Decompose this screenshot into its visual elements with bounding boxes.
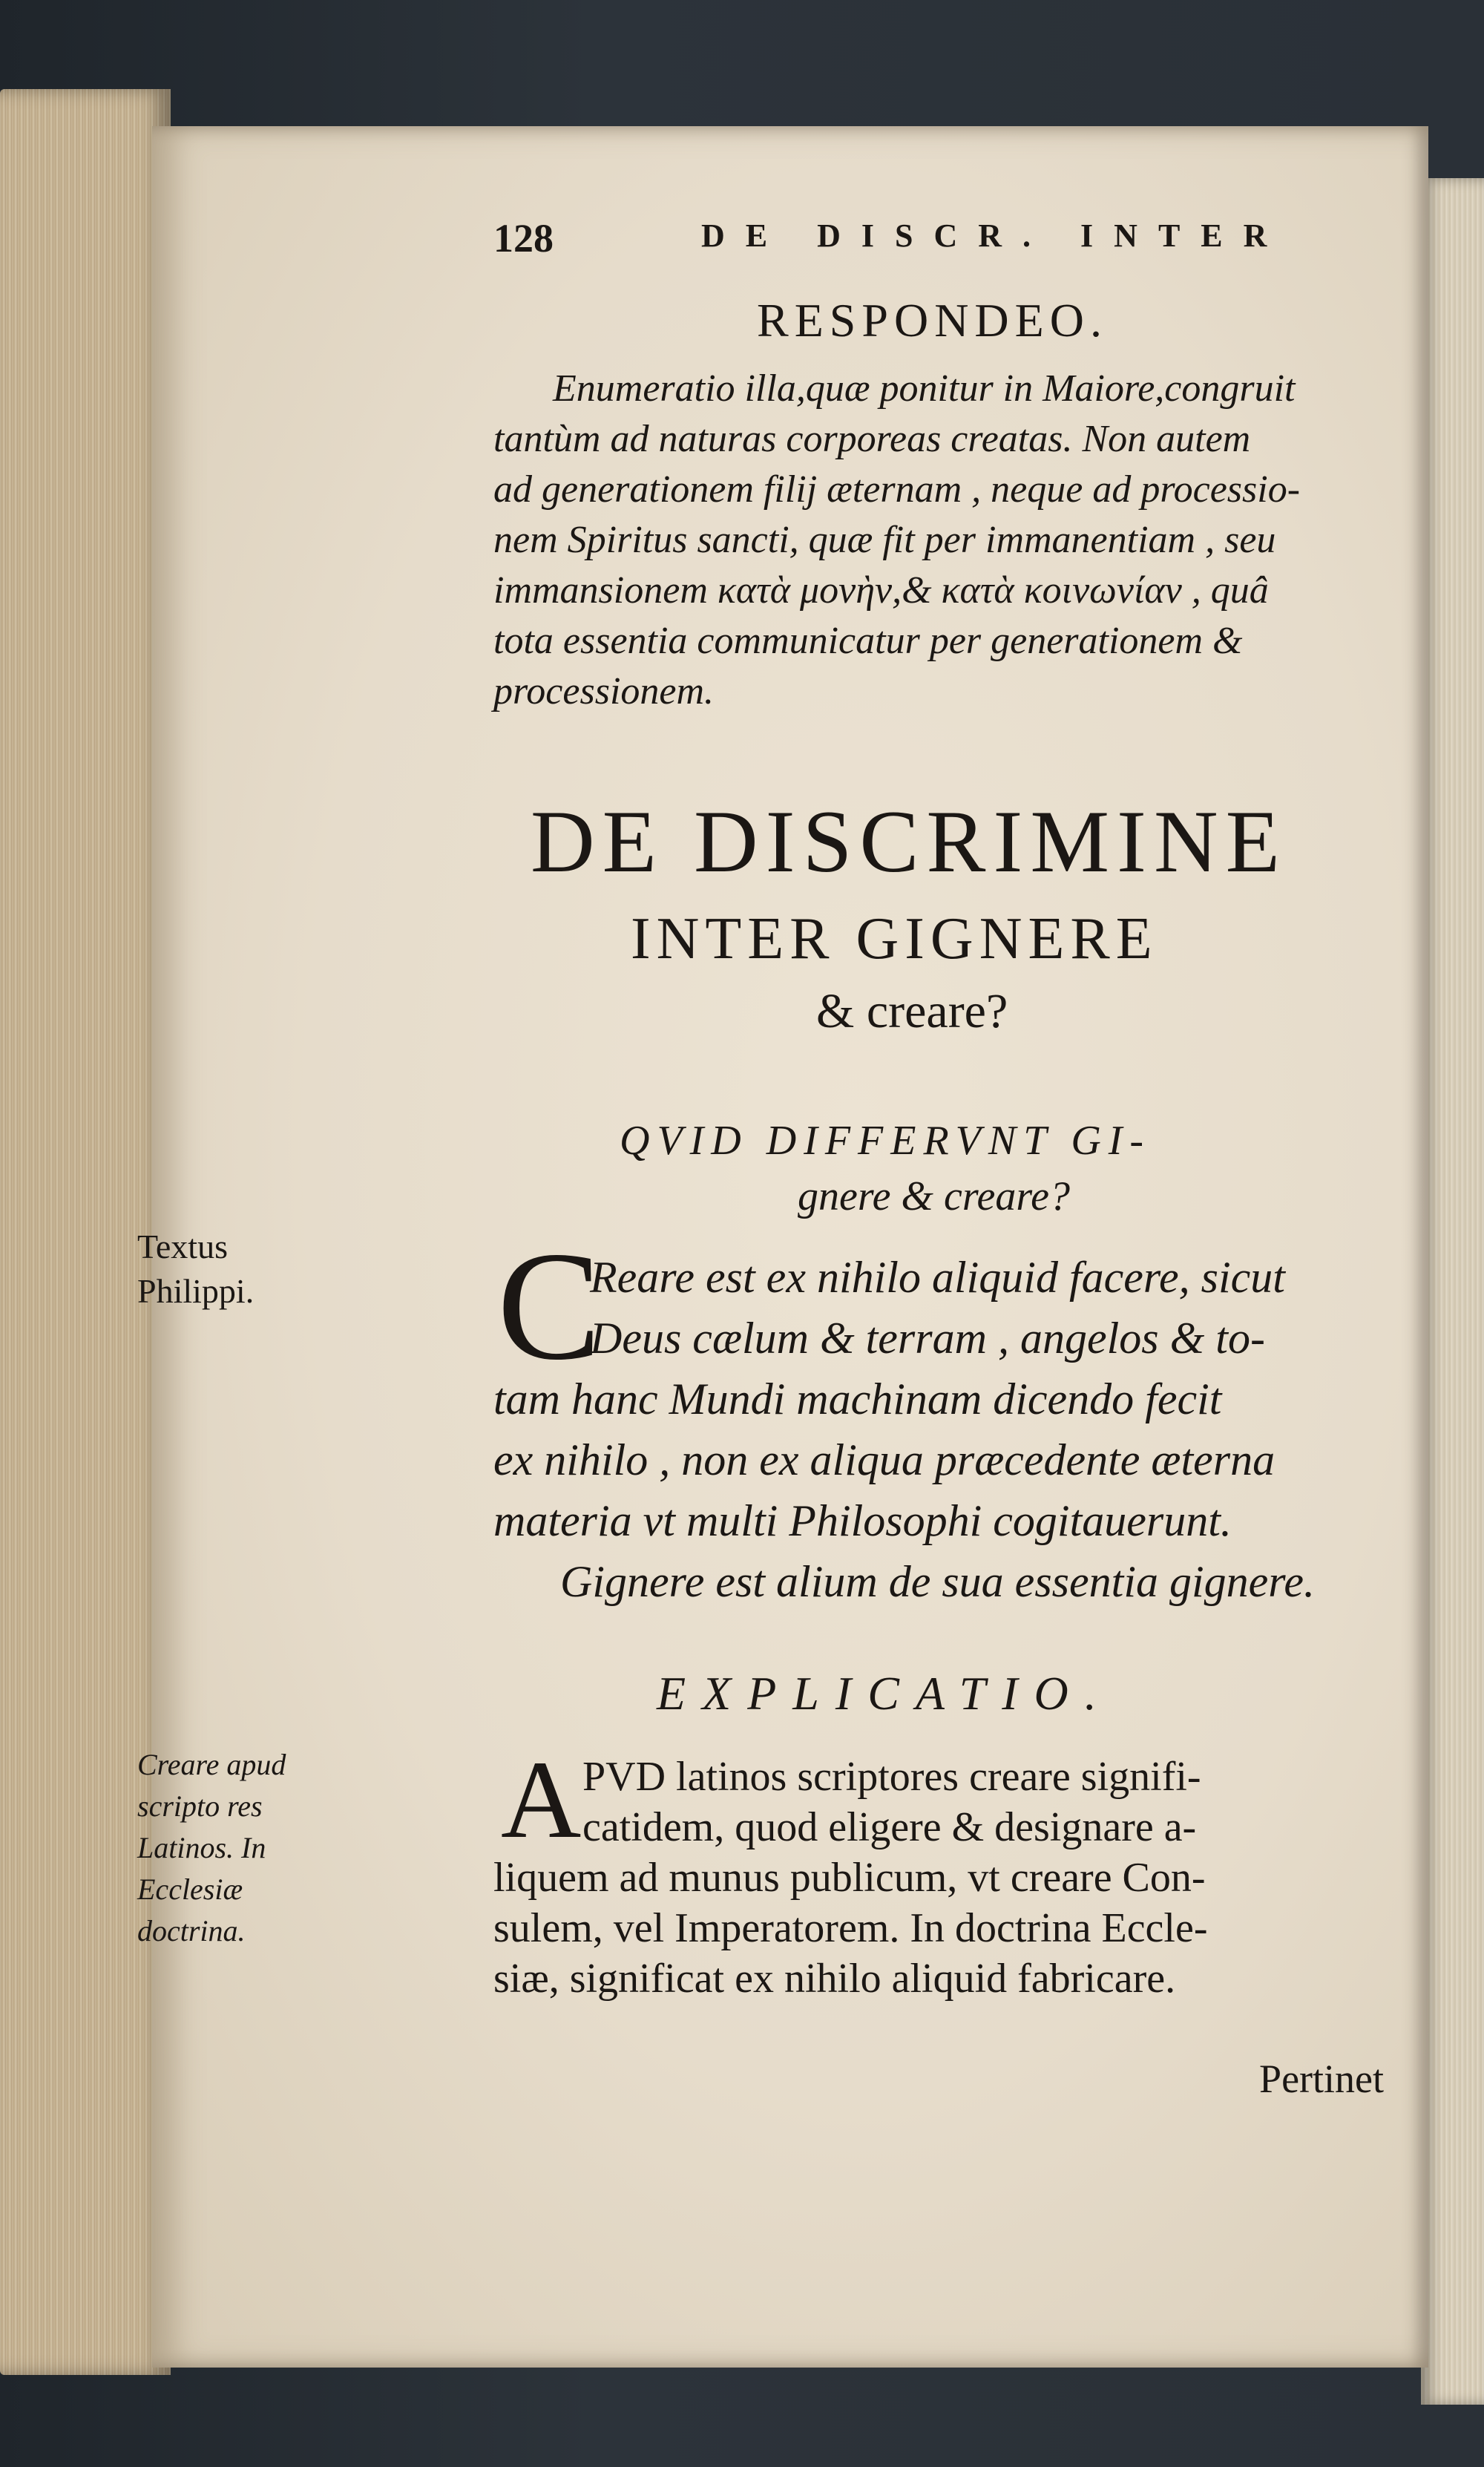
text-line: siæ, significat ex nihilo aliquid fabricare. <box>493 1956 1176 2002</box>
text-line: tantùm ad naturas corporeas creatas. Non autem <box>493 418 1251 460</box>
section-heading-respondeo: RESPONDEO. <box>757 294 1108 347</box>
text-line: tam hanc Mundi machinam dicendo fecit <box>493 1375 1222 1423</box>
paragraph-creare <box>493 1247 1484 1612</box>
text-line: nem Spiritus sancti, quæ fit per immanentiam , seu <box>493 519 1276 561</box>
text-line: PVD latinos scriptores creare signifi- <box>582 1754 1201 1800</box>
text-line: tota essentia communicatur per generationem & <box>493 620 1243 662</box>
chapter-title: DE DISCRIMINE <box>531 792 1287 891</box>
book-page <box>137 126 1428 2368</box>
margin-note-textus: Textus Philippi. <box>137 1228 255 1310</box>
text-line: sulem, vel Imperatorem. In doctrina Eccle- <box>493 1905 1208 1951</box>
chapter-subtitle: INTER GIGNERE <box>631 906 1158 972</box>
section-heading-explicatio: EXPLICATIO. <box>657 1667 1113 1720</box>
running-title: DE DISCR. INTER <box>701 217 1288 254</box>
drop-cap-a: A <box>501 1738 582 1861</box>
text-line: ad generationem filij æternam , neque ad processio- <box>493 468 1301 511</box>
text-line: immansionem κατὰ μονὴν,& κατὰ κοινωνίαν , quâ <box>493 569 1269 612</box>
chapter-subtitle-2: & creare? <box>816 984 1008 1038</box>
text-line: Enumeratio illa,quæ ponitur in Maiore,congruit <box>553 367 1296 410</box>
page-number: 128 <box>493 216 554 261</box>
text-line: materia vt multi Philosophi cogitauerunt. <box>493 1496 1232 1545</box>
catchword: Pertinet <box>1259 2057 1384 2101</box>
text-line: liquem ad munus publicum, vt creare Con- <box>493 1855 1206 1901</box>
question-line-1: QVID DIFFERVNT GI- <box>620 1118 1152 1164</box>
text-line: Deus cælum & terram , angelos & to- <box>590 1314 1265 1363</box>
margin-note-creare: Creare apud scripto res Latinos. In Ecclesiæ doctrina. <box>137 1748 286 1947</box>
question-line-2: gnere & creare? <box>798 1173 1070 1219</box>
text-line: processionem. <box>493 670 715 712</box>
paragraph-apud <box>493 1752 1484 2004</box>
text-line: Gignere est alium de sua essentia gignere. <box>560 1557 1316 1606</box>
paragraph-enumeratio <box>493 364 1484 717</box>
drop-cap-c: C <box>497 1220 602 1392</box>
text-line: ex nihilo , non ex aliqua præcedente æterna <box>493 1435 1275 1484</box>
text-line: catidem, quod eligere & designare a- <box>582 1804 1197 1850</box>
text-line: Reare est ex nihilo aliquid facere, sicut <box>590 1253 1285 1302</box>
